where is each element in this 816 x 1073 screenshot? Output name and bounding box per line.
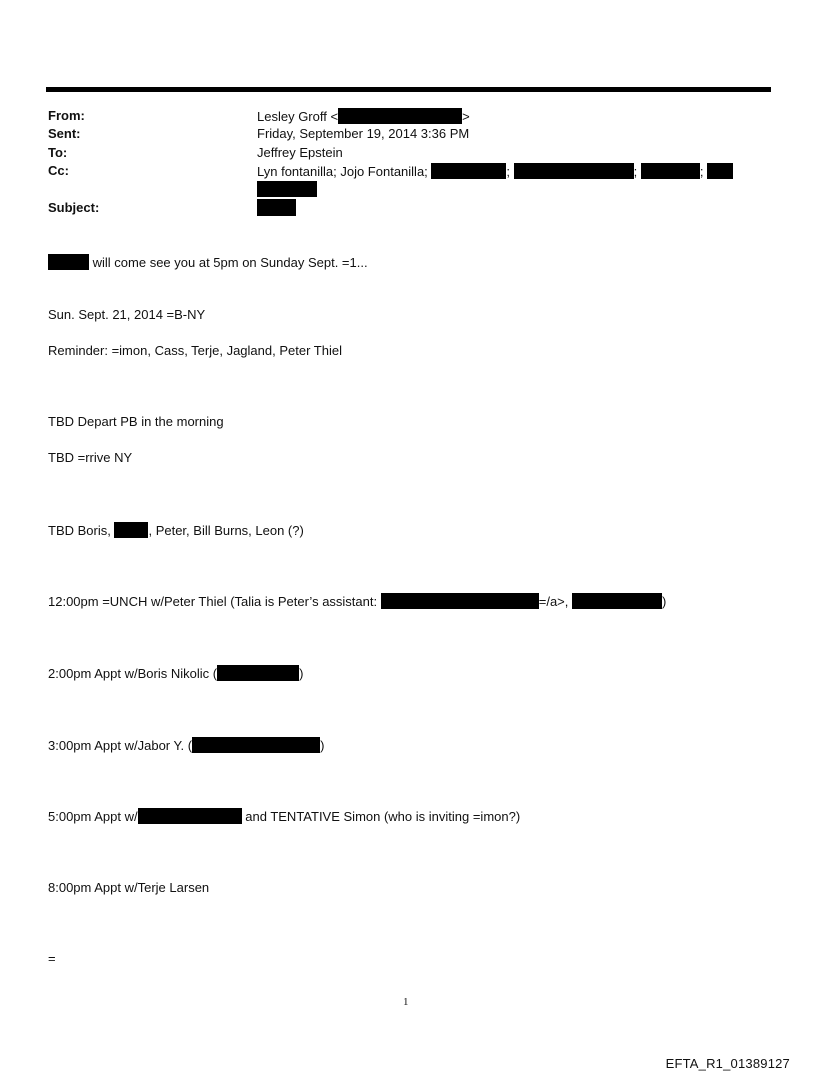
body-text: will come see you at 5pm on Sunday Sept. =1... <box>92 255 368 270</box>
redaction-box <box>114 522 148 538</box>
body-line <box>48 665 303 682</box>
body-text: and TENTATIVE Simon (who is inviting =imon?) <box>245 809 521 824</box>
cc-label: Cc: <box>48 163 69 178</box>
body-text: 2:00pm Appt w/Boris Nikolic ( <box>48 666 218 681</box>
redaction-box <box>257 199 296 216</box>
redaction-box <box>192 737 320 753</box>
redaction-box <box>257 181 317 197</box>
body-text: , Peter, Bill Burns, Leon (?) <box>148 523 304 538</box>
redaction-box <box>431 163 506 179</box>
body-line <box>48 737 324 754</box>
subject-label: Subject: <box>48 200 100 215</box>
document-id: EFTA_R1_01389127 <box>665 1056 790 1071</box>
redaction-box <box>338 108 462 124</box>
body-line <box>48 254 368 271</box>
body-line: = <box>48 951 56 966</box>
cc-separator: ; <box>699 164 704 179</box>
to-value: Jeffrey Epstein <box>257 145 343 160</box>
redaction-box <box>572 593 662 609</box>
cc-separator: ; <box>506 164 511 179</box>
body-line: Sun. Sept. 21, 2014 =B-NY <box>48 307 206 322</box>
cc-separator: ; <box>633 164 638 179</box>
to-label: To: <box>48 145 68 160</box>
redaction-box <box>707 163 733 179</box>
from-value <box>257 108 470 125</box>
body-text: 12:00pm =UNCH w/Peter Thiel (Talia is Peter’s assistant: <box>48 594 378 609</box>
redaction-box <box>381 593 539 609</box>
from-label: From: <box>48 108 85 123</box>
from-name: Lesley Groff < <box>257 109 339 124</box>
body-line: 8:00pm Appt w/Terje Larsen <box>48 880 210 895</box>
redaction-box <box>138 808 242 824</box>
body-text: ) <box>320 738 325 753</box>
header-rule <box>46 87 771 92</box>
body-line <box>48 808 520 825</box>
body-text: ) <box>662 594 667 609</box>
body-text: ) <box>299 666 304 681</box>
cc-value <box>257 163 733 180</box>
redaction-box <box>48 254 89 270</box>
redaction-box <box>514 163 634 179</box>
body-text: 3:00pm Appt w/Jabor Y. ( <box>48 738 193 753</box>
body-line: TBD =rrive NY <box>48 450 133 465</box>
body-text: =/a>, <box>538 594 569 609</box>
sent-value: Friday, September 19, 2014 3:36 PM <box>257 126 470 141</box>
redaction-box <box>217 665 299 681</box>
sent-label: Sent: <box>48 126 81 141</box>
body-line <box>48 593 666 610</box>
body-line <box>48 522 304 539</box>
body-text: TBD Boris, <box>48 523 111 538</box>
redaction-box <box>641 163 700 179</box>
from-suffix: > <box>462 109 470 124</box>
body-text: 5:00pm Appt w/ <box>48 809 138 824</box>
cc-names: Lyn fontanilla; Jojo Fontanilla; <box>257 164 428 179</box>
body-line: TBD Depart PB in the morning <box>48 414 224 429</box>
page-number: 1 <box>403 996 409 1008</box>
body-line: Reminder: =imon, Cass, Terje, Jagland, Peter Thiel <box>48 343 342 358</box>
